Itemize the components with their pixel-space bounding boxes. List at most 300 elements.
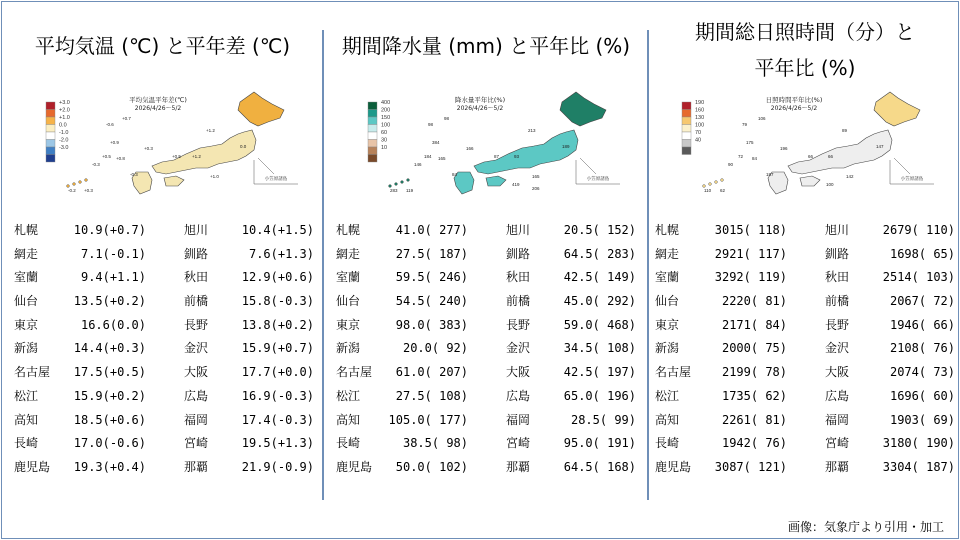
- table-row: [336, 243, 636, 267]
- table-row: [655, 385, 955, 409]
- city-name: 高知: [14, 412, 39, 427]
- legend-label: 150: [381, 115, 391, 121]
- map-station-label: +0.9: [110, 140, 119, 145]
- city-name: 大阪: [506, 365, 531, 380]
- map-station-label: 100: [826, 182, 834, 187]
- map-station-label: 79: [742, 122, 748, 127]
- map-island: [395, 183, 398, 186]
- map-period: 2026/4/26～5/2: [456, 105, 504, 112]
- map-station-label: 165: [438, 156, 446, 161]
- city-value: 17.4(-0.3): [241, 412, 314, 427]
- city-value: 3015( 118): [714, 223, 787, 237]
- city-value: 10.4(+1.5): [241, 223, 314, 237]
- precipitation-panel-title: 期間降水量 (mm) と平年比 (%): [341, 34, 631, 58]
- map-landmass: [486, 176, 506, 186]
- table-row: [14, 266, 314, 290]
- map-station-label: -0.2: [68, 188, 76, 193]
- city-name: 大阪: [184, 365, 209, 380]
- city-name: 長崎: [655, 436, 680, 451]
- map-station-label: 187: [766, 172, 774, 177]
- city-name: 広島: [825, 388, 850, 403]
- map-station-label: 142: [846, 174, 854, 179]
- city-name: 東京: [14, 317, 39, 332]
- city-name: 秋田: [184, 270, 209, 285]
- city-value: 105.0( 177): [388, 412, 468, 427]
- city-name: 札幌: [14, 223, 39, 237]
- city-name: 仙台: [655, 294, 680, 309]
- city-value: 45.0( 292): [563, 294, 636, 309]
- map-station-label: 66: [828, 154, 834, 159]
- city-value: 21.9(-0.9): [241, 459, 314, 474]
- city-name: 福岡: [506, 412, 531, 427]
- map-station-label: 62: [720, 188, 726, 193]
- table-row: [655, 432, 955, 456]
- map-station-label: +0.8: [116, 156, 125, 161]
- city-name: 那覇: [825, 459, 850, 474]
- inset-connector: [894, 158, 910, 174]
- city-value: 3304( 187): [882, 459, 955, 474]
- city-name: 金沢: [184, 341, 209, 356]
- city-value: 14.4(+0.3): [73, 341, 146, 356]
- legend-swatch: [368, 140, 377, 148]
- city-value: 1735( 62): [721, 388, 787, 403]
- city-name: 福岡: [825, 412, 850, 427]
- city-name: 新潟: [14, 341, 39, 356]
- legend-swatch: [682, 132, 691, 140]
- city-value: 1696( 60): [889, 388, 955, 403]
- inset-connector: [258, 158, 274, 174]
- map-legend: [368, 100, 390, 162]
- map-island: [709, 183, 712, 186]
- map-station-label: 184: [424, 154, 432, 159]
- table-row: [336, 456, 636, 480]
- city-name: 長野: [506, 317, 531, 332]
- city-value: 10.9(+0.7): [73, 223, 146, 237]
- table-row: [14, 314, 314, 338]
- map-legend: [46, 100, 70, 162]
- city-value: 3087( 121): [714, 459, 787, 474]
- legend-swatch: [46, 102, 55, 110]
- city-value: 1946( 66): [889, 317, 955, 332]
- table-row: [336, 314, 636, 338]
- map-station-label: 84: [452, 172, 458, 177]
- map-station-label: 189: [562, 144, 570, 149]
- sunshine-ratio-map: [676, 88, 948, 200]
- table-row: [14, 409, 314, 433]
- city-name: 網走: [655, 246, 680, 261]
- map-title: 平均気温平年差(℃): [129, 96, 187, 104]
- city-value: 98.0( 383): [395, 317, 468, 332]
- legend-label: 0.0: [59, 122, 67, 129]
- city-name: 前橋: [506, 294, 531, 309]
- map-legend: [682, 100, 704, 155]
- map-island: [407, 179, 410, 182]
- legend-swatch: [46, 140, 55, 148]
- city-value: 2220( 81): [721, 294, 787, 309]
- map-period: 2026/4/26～5/2: [770, 105, 818, 112]
- city-value: 2108( 76): [889, 341, 955, 356]
- map-island: [401, 181, 404, 184]
- city-value: 95.0( 191): [563, 436, 636, 451]
- precipitation-ratio-map: [362, 88, 634, 200]
- map-station-label: 90: [728, 162, 734, 167]
- map-station-label: 175: [746, 140, 754, 145]
- map-landmass: [152, 130, 256, 174]
- city-value: 59.0( 468): [563, 317, 636, 332]
- city-name: 新潟: [655, 341, 680, 356]
- map-landmass: [560, 92, 606, 126]
- legend-swatch: [682, 140, 691, 148]
- city-name: 那覇: [184, 459, 209, 474]
- city-value: 19.5(+1.3): [241, 436, 314, 451]
- city-name: 東京: [655, 317, 680, 332]
- map-station-label: 196: [780, 146, 788, 151]
- city-value: 9.4(+1.1): [80, 270, 146, 285]
- map-island: [79, 181, 82, 184]
- map-station-label: 98: [444, 116, 450, 121]
- legend-label: -2.0: [59, 137, 69, 144]
- table-row: [336, 432, 636, 456]
- city-name: 松江: [14, 388, 39, 403]
- legend-label: 160: [695, 107, 705, 114]
- legend-label: +3.0: [59, 100, 70, 106]
- city-value: 41.0( 277): [395, 223, 468, 237]
- city-name: 釧路: [184, 246, 209, 261]
- city-value: 7.1(-0.1): [80, 246, 146, 261]
- legend-swatch: [368, 155, 377, 163]
- city-name: 松江: [336, 388, 361, 403]
- city-value: 2199( 78): [721, 365, 787, 380]
- legend-swatch: [682, 110, 691, 118]
- city-value: 13.5(+0.2): [73, 294, 146, 309]
- map-island: [67, 185, 70, 188]
- city-value: 15.9(+0.2): [73, 388, 146, 403]
- city-value: 1698( 65): [889, 246, 955, 261]
- table-row: [655, 219, 955, 243]
- city-name: 鹿児島: [655, 459, 692, 474]
- map-station-label: -0.3: [92, 162, 100, 167]
- legend-swatch: [368, 102, 377, 110]
- map-station-label: 165: [532, 174, 540, 179]
- city-name: 長崎: [14, 436, 39, 451]
- map-station-label: 283: [390, 188, 398, 193]
- city-name: 東京: [336, 317, 361, 332]
- map-station-label: +0.5: [172, 154, 181, 159]
- map-station-label: 84: [752, 156, 758, 161]
- legend-swatch: [682, 102, 691, 110]
- city-value: 16.6(0.0): [80, 317, 146, 332]
- city-name: 那覇: [506, 459, 531, 474]
- city-name: 秋田: [825, 270, 850, 285]
- city-name: 広島: [506, 388, 531, 403]
- table-row: [336, 290, 636, 314]
- city-value: 20.0( 92): [402, 341, 468, 356]
- city-name: 前橋: [184, 294, 209, 309]
- city-value: 64.5( 283): [563, 246, 636, 261]
- map-station-label: 110: [704, 188, 712, 193]
- map-station-label: 87: [494, 154, 500, 159]
- table-row: [336, 361, 636, 385]
- map-station-label: 93: [514, 154, 520, 159]
- map-landmass: [474, 130, 578, 174]
- map-station-label: 384: [432, 140, 440, 145]
- city-name: 長崎: [336, 436, 361, 451]
- city-value: 1903( 69): [889, 412, 955, 427]
- temperature-panel-title: 平均気温 (℃) と平年差 (℃): [34, 34, 291, 58]
- city-value: 20.5( 152): [563, 223, 636, 237]
- map-station-label: 0.0: [240, 144, 247, 149]
- city-value: 42.5( 149): [563, 270, 636, 285]
- city-name: 旭川: [825, 223, 850, 237]
- map-station-label: 419: [512, 182, 520, 187]
- city-name: 宮崎: [506, 436, 531, 451]
- map-station-label: 98: [428, 122, 434, 127]
- city-value: 42.5( 197): [563, 365, 636, 380]
- temperature-table: [14, 219, 314, 480]
- table-row: [655, 243, 955, 267]
- legend-label: 60: [381, 130, 388, 136]
- city-value: 1942( 76): [721, 436, 787, 451]
- legend-swatch: [682, 117, 691, 125]
- city-value: 2679( 110): [882, 223, 955, 237]
- city-name: 松江: [655, 388, 680, 403]
- table-row: [655, 337, 955, 361]
- city-value: 2261( 81): [721, 412, 787, 427]
- map-station-label: 106: [758, 116, 766, 121]
- table-row: [14, 290, 314, 314]
- precipitation-table: [336, 219, 636, 480]
- city-name: 札幌: [336, 223, 361, 237]
- legend-label: +1.0: [59, 115, 70, 121]
- legend-swatch: [46, 110, 55, 118]
- city-value: 18.5(+0.6): [73, 412, 146, 427]
- map-station-label: 119: [406, 188, 414, 193]
- legend-swatch: [368, 132, 377, 140]
- sunshine-panel-title-line2: 平年比 (%): [754, 56, 856, 80]
- panel-divider-1: [322, 30, 324, 500]
- city-value: 12.9(+0.6): [241, 270, 314, 285]
- city-value: 28.5( 99): [570, 412, 636, 427]
- city-value: 7.6(+1.3): [248, 246, 314, 261]
- map-island: [715, 181, 718, 184]
- city-value: 2921( 117): [714, 246, 787, 261]
- map-island: [721, 179, 724, 182]
- legend-label: 130: [695, 115, 705, 121]
- image-credit: 画像：気象庁より引用・加工: [787, 520, 944, 534]
- city-name: 金沢: [506, 341, 531, 356]
- legend-swatch: [46, 132, 55, 140]
- city-name: 宮崎: [825, 436, 850, 451]
- map-station-label: 89: [842, 128, 848, 133]
- legend-swatch: [46, 155, 55, 163]
- map-station-label: +0.5: [102, 154, 111, 159]
- inset-label: 小笠原諸島: [900, 177, 924, 182]
- legend-label: 70: [695, 130, 702, 136]
- legend-swatch: [368, 110, 377, 118]
- inset-label: 小笠原諸島: [264, 177, 288, 182]
- map-station-label: 147: [876, 144, 884, 149]
- city-name: 長野: [184, 317, 209, 332]
- legend-swatch: [46, 117, 55, 125]
- legend-swatch: [368, 125, 377, 133]
- legend-label: 100: [381, 122, 391, 129]
- table-row: [336, 385, 636, 409]
- map-title: 降水量平年比(%): [454, 96, 506, 104]
- map-landmass: [788, 130, 892, 174]
- city-name: 秋田: [506, 270, 531, 285]
- table-row: [655, 361, 955, 385]
- city-name: 仙台: [336, 294, 361, 309]
- map-landmass: [238, 92, 284, 126]
- sunshine-table: [655, 219, 955, 480]
- city-name: 名古屋: [655, 365, 692, 380]
- legend-swatch: [368, 147, 377, 155]
- table-row: [14, 219, 314, 243]
- map-station-label: 213: [528, 128, 536, 133]
- panel-divider-2: [647, 30, 649, 500]
- city-name: 網走: [336, 246, 361, 261]
- legend-label: 200: [381, 107, 391, 114]
- city-value: 13.8(+0.2): [241, 317, 314, 332]
- city-name: 高知: [655, 412, 680, 427]
- city-value: 17.0(-0.6): [73, 436, 146, 451]
- map-period: 2026/4/26～5/2: [134, 105, 182, 112]
- city-name: 旭川: [184, 223, 209, 237]
- map-station-label: +1.0: [210, 174, 219, 179]
- city-name: 高知: [336, 412, 361, 427]
- map-station-label: 72: [738, 154, 744, 159]
- table-row: [655, 456, 955, 480]
- legend-swatch: [46, 147, 55, 155]
- map-landmass: [164, 176, 184, 186]
- city-name: 金沢: [825, 341, 850, 356]
- city-value: 2514( 103): [882, 270, 955, 285]
- legend-label: 30: [381, 137, 388, 144]
- city-value: 27.5( 187): [395, 246, 468, 261]
- city-name: 新潟: [336, 341, 361, 356]
- city-value: 17.5(+0.5): [73, 365, 146, 380]
- city-value: 2171( 84): [721, 317, 787, 332]
- city-value: 54.5( 240): [395, 294, 468, 309]
- city-name: 札幌: [655, 223, 680, 237]
- legend-swatch: [46, 125, 55, 133]
- city-value: 3180( 190): [882, 436, 955, 451]
- city-name: 室蘭: [655, 270, 680, 285]
- inset-label: 小笠原諸島: [586, 177, 610, 182]
- sunshine-panel-title-line1: 期間総日照時間（分）と: [695, 20, 915, 44]
- table-row: [655, 409, 955, 433]
- legend-swatch: [682, 147, 691, 155]
- city-name: 鹿児島: [336, 459, 373, 474]
- legend-label: 100: [695, 122, 705, 129]
- legend-label: 10: [381, 145, 388, 151]
- map-station-label: +1.2: [206, 128, 215, 133]
- city-value: 17.7(+0.0): [241, 365, 314, 380]
- city-value: 2000( 75): [721, 341, 787, 356]
- city-name: 大阪: [825, 365, 850, 380]
- legend-swatch: [368, 117, 377, 125]
- city-value: 38.5( 98): [402, 436, 468, 451]
- city-value: 15.8(-0.3): [241, 294, 314, 309]
- city-name: 旭川: [506, 223, 531, 237]
- city-value: 64.5( 168): [563, 459, 636, 474]
- table-row: [655, 314, 955, 338]
- inset-connector: [580, 158, 596, 174]
- city-value: 27.5( 108): [395, 388, 468, 403]
- city-name: 広島: [184, 388, 209, 403]
- city-name: 室蘭: [14, 270, 39, 285]
- table-row: [14, 456, 314, 480]
- map-island: [703, 185, 706, 188]
- table-row: [14, 432, 314, 456]
- city-value: 65.0( 196): [563, 388, 636, 403]
- table-row: [14, 337, 314, 361]
- map-station-label: -0.6: [106, 122, 114, 127]
- table-row: [14, 385, 314, 409]
- table-row: [336, 266, 636, 290]
- city-value: 59.5( 246): [395, 270, 468, 285]
- temperature-anomaly-map: [40, 88, 312, 200]
- map-station-label: 166: [466, 146, 474, 151]
- city-name: 宮崎: [184, 436, 209, 451]
- table-row: [336, 337, 636, 361]
- map-station-label: +0.7: [122, 116, 131, 121]
- map-station-label: +0.3: [84, 188, 93, 193]
- city-name: 名古屋: [14, 365, 51, 380]
- legend-label: +2.0: [59, 107, 70, 114]
- legend-label: 40: [695, 137, 702, 144]
- table-row: [655, 266, 955, 290]
- legend-label: 190: [695, 100, 705, 106]
- city-value: 19.3(+0.4): [73, 459, 146, 474]
- map-station-label: -0.3: [130, 172, 138, 177]
- city-value: 61.0( 207): [395, 365, 468, 380]
- table-row: [14, 361, 314, 385]
- city-value: 16.9(-0.3): [241, 388, 314, 403]
- map-station-label: 146: [414, 162, 422, 167]
- city-value: 2074( 73): [889, 365, 955, 380]
- city-name: 長野: [825, 317, 850, 332]
- map-station-label: +1.2: [192, 154, 201, 159]
- city-name: 網走: [14, 246, 39, 261]
- map-island: [73, 183, 76, 186]
- city-name: 釧路: [825, 246, 850, 261]
- legend-label: -1.0: [59, 130, 69, 136]
- city-value: 15.9(+0.7): [241, 341, 314, 356]
- city-name: 釧路: [506, 246, 531, 261]
- city-name: 名古屋: [336, 365, 373, 380]
- city-name: 室蘭: [336, 270, 361, 285]
- city-name: 前橋: [825, 294, 850, 309]
- map-landmass: [874, 92, 920, 126]
- table-row: [336, 409, 636, 433]
- legend-swatch: [682, 125, 691, 133]
- map-station-label: +0.3: [144, 146, 153, 151]
- city-name: 福岡: [184, 412, 209, 427]
- map-station-label: 206: [532, 186, 540, 191]
- city-value: 2067( 72): [889, 294, 955, 309]
- table-row: [336, 219, 636, 243]
- table-row: [655, 290, 955, 314]
- city-value: 34.5( 108): [563, 341, 636, 356]
- city-value: 50.0( 102): [395, 459, 468, 474]
- map-island: [389, 185, 392, 188]
- map-island: [85, 179, 88, 182]
- city-name: 仙台: [14, 294, 39, 309]
- legend-label: -3.0: [59, 145, 69, 151]
- city-name: 鹿児島: [14, 459, 51, 474]
- map-station-label: 66: [808, 154, 814, 159]
